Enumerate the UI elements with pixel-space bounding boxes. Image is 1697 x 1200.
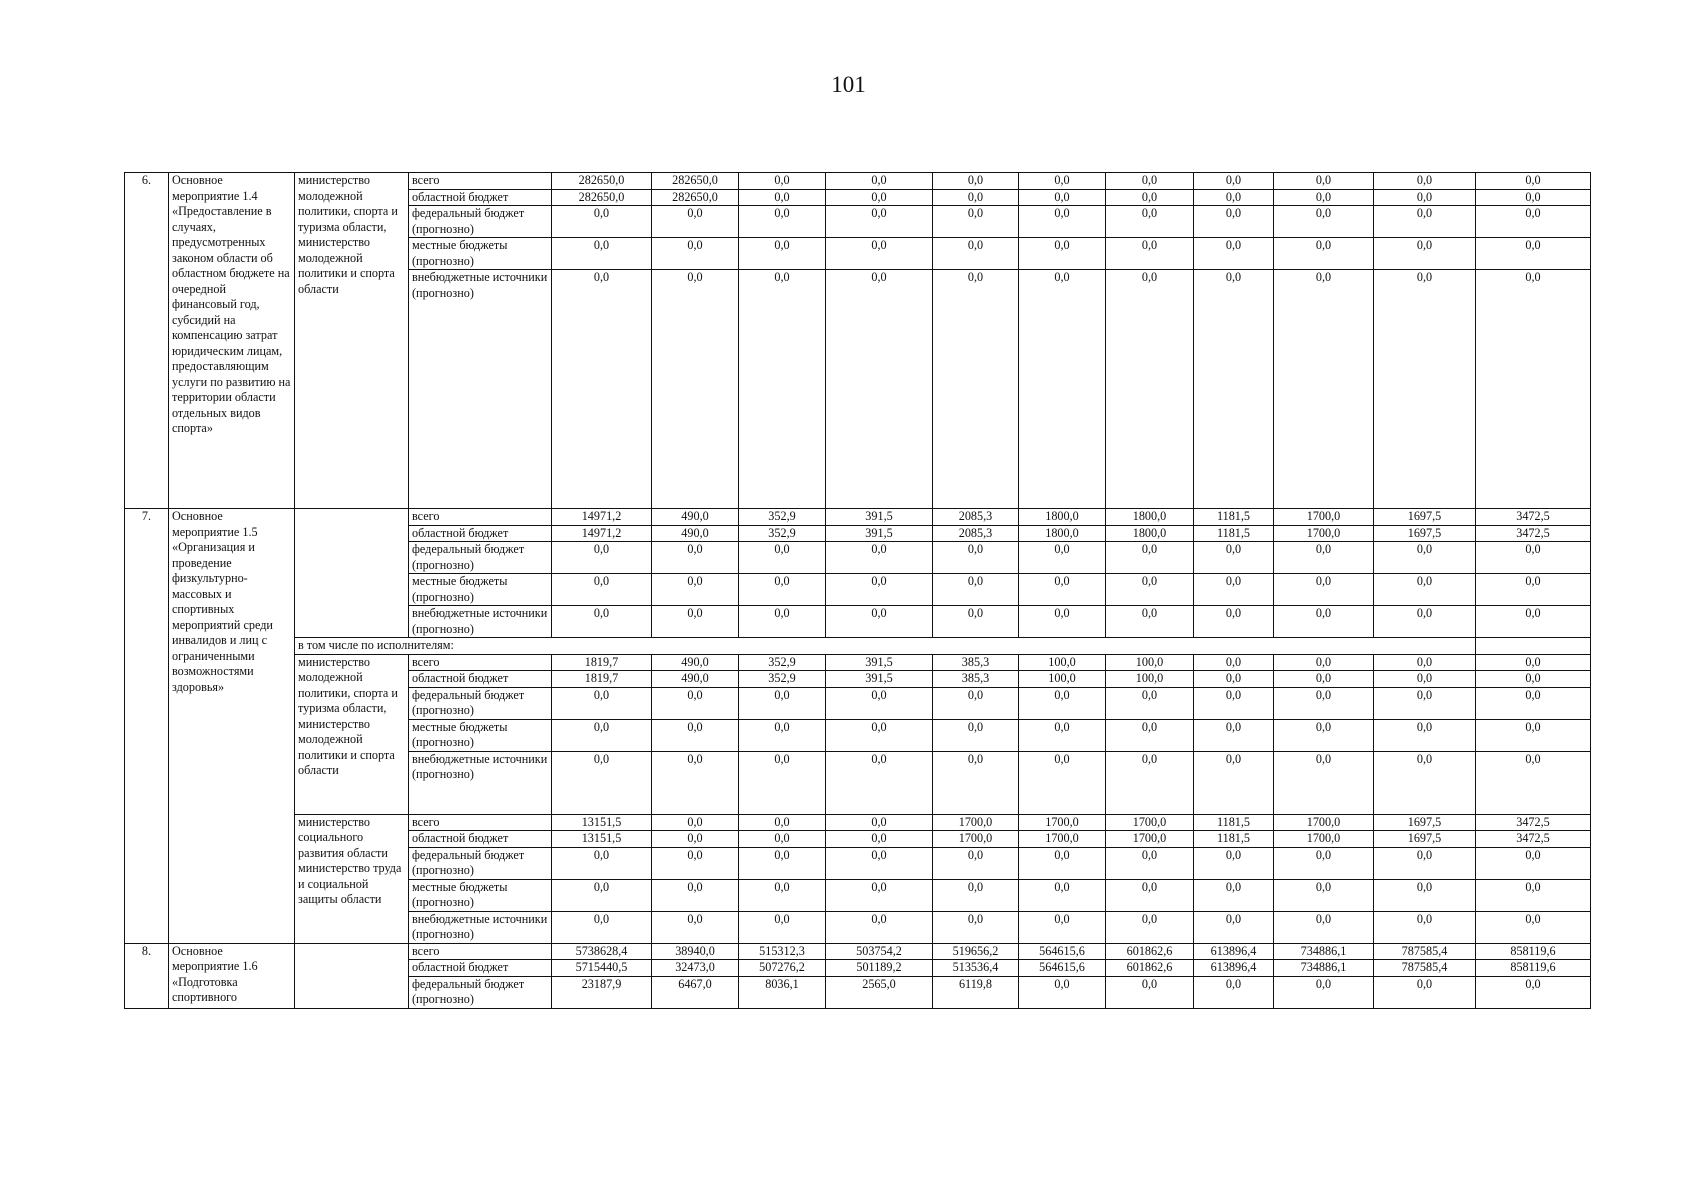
funding-source: внебюджетные источники (прогнозно): [409, 606, 552, 638]
amount-cell: 0,0: [739, 238, 826, 270]
amount-cell: 352,9: [739, 525, 826, 542]
amount-cell: 0,0: [1374, 911, 1476, 943]
amount-cell: 3472,5: [1476, 831, 1591, 848]
amount-cell: 0,0: [1476, 911, 1591, 943]
amount-cell: 8036,1: [739, 976, 826, 1008]
amount-cell: 0,0: [1019, 173, 1106, 190]
amount-cell: 0,0: [933, 574, 1019, 606]
funding-source: местные бюджеты (прогнозно): [409, 238, 552, 270]
amount-cell: 0,0: [552, 270, 652, 509]
executor: министерство социального развития области министерство труда и социальной защиты области: [295, 814, 409, 943]
amount-cell: 0,0: [826, 847, 933, 879]
amount-cell: 0,0: [826, 270, 933, 509]
amount-cell: 0,0: [1274, 751, 1374, 814]
amount-cell: 1800,0: [1019, 525, 1106, 542]
amount-cell: 0,0: [933, 719, 1019, 751]
amount-cell: 0,0: [652, 206, 739, 238]
amount-cell: 0,0: [1476, 687, 1591, 719]
amount-cell: 0,0: [1476, 173, 1591, 190]
amount-cell: 0,0: [1374, 574, 1476, 606]
amount-cell: 0,0: [652, 719, 739, 751]
amount-cell: 0,0: [1194, 189, 1274, 206]
amount-cell: 0,0: [1374, 654, 1476, 671]
amount-cell: 0,0: [652, 814, 739, 831]
amount-cell: 0,0: [1476, 751, 1591, 814]
amount-cell: 0,0: [739, 719, 826, 751]
amount-cell: 0,0: [1019, 879, 1106, 911]
amount-cell: 0,0: [1274, 206, 1374, 238]
amount-cell: 1700,0: [1274, 509, 1374, 526]
amount-cell: 0,0: [1476, 542, 1591, 574]
amount-cell: 0,0: [1106, 687, 1194, 719]
amount-cell: 0,0: [1374, 719, 1476, 751]
amount-cell: 5738628,4: [552, 943, 652, 960]
executor: министерство молодежной политики, спорта и туризма области, министерство молодежной политики и спорта области: [295, 173, 409, 509]
funding-source: областной бюджет: [409, 525, 552, 542]
amount-cell: 0,0: [1194, 654, 1274, 671]
amount-cell: 0,0: [652, 687, 739, 719]
amount-cell: 0,0: [826, 911, 933, 943]
amount-cell: 0,0: [1019, 238, 1106, 270]
amount-cell: 0,0: [1476, 654, 1591, 671]
amount-cell: 0,0: [1274, 542, 1374, 574]
amount-cell: 0,0: [652, 542, 739, 574]
amount-cell: 0,0: [552, 719, 652, 751]
amount-cell: 0,0: [552, 606, 652, 638]
item-number: 7.: [125, 509, 169, 944]
amount-cell: 0,0: [1476, 847, 1591, 879]
amount-cell: 0,0: [933, 687, 1019, 719]
amount-cell: 0,0: [933, 173, 1019, 190]
amount-cell: 391,5: [826, 671, 933, 688]
amount-cell: 0,0: [1476, 976, 1591, 1008]
amount-cell: 0,0: [1194, 751, 1274, 814]
amount-cell: 100,0: [1106, 654, 1194, 671]
funding-source: всего: [409, 943, 552, 960]
amount-cell: 0,0: [739, 911, 826, 943]
amount-cell: 14971,2: [552, 525, 652, 542]
amount-cell: 1819,7: [552, 654, 652, 671]
funding-source: федеральный бюджет (прогнозно): [409, 542, 552, 574]
amount-cell: 0,0: [933, 206, 1019, 238]
amount-cell: 0,0: [1194, 911, 1274, 943]
amount-cell: 613896,4: [1194, 960, 1274, 977]
amount-cell: 0,0: [1194, 173, 1274, 190]
amount-cell: 858119,6: [1476, 960, 1591, 977]
funding-source: федеральный бюджет (прогнозно): [409, 976, 552, 1008]
amount-cell: 0,0: [933, 847, 1019, 879]
amount-cell: 0,0: [1374, 206, 1476, 238]
amount-cell: 0,0: [552, 206, 652, 238]
amount-cell: 0,0: [933, 189, 1019, 206]
amount-cell: 282650,0: [652, 189, 739, 206]
amount-cell: 0,0: [1374, 879, 1476, 911]
amount-cell: 1697,5: [1374, 831, 1476, 848]
amount-cell: 0,0: [1194, 671, 1274, 688]
amount-cell: 0,0: [1106, 847, 1194, 879]
amount-cell: 0,0: [826, 719, 933, 751]
amount-cell: 0,0: [1476, 574, 1591, 606]
amount-cell: 0,0: [1274, 654, 1374, 671]
funding-source: внебюджетные источники (прогнозно): [409, 751, 552, 814]
amount-cell: 0,0: [1194, 719, 1274, 751]
amount-cell: 0,0: [1019, 270, 1106, 509]
amount-cell: 0,0: [1274, 911, 1374, 943]
measure-name: Основное мероприятие 1.5 «Организация и проведение физкультурно-массовых и спортивных мероприятий среди инвалидов и лиц с ограниченными возможностями здоровья»: [169, 509, 295, 944]
amount-cell: 5715440,5: [552, 960, 652, 977]
amount-cell: 352,9: [739, 671, 826, 688]
amount-cell: 32473,0: [652, 960, 739, 977]
amount-cell: 513536,4: [933, 960, 1019, 977]
amount-cell: 0,0: [552, 847, 652, 879]
amount-cell: 0,0: [1194, 270, 1274, 509]
measure-name: Основное мероприятие 1.4 «Предоставление в случаях, предусмотренных законом области об областном бюджете на очередной финансовый год, субсидий на компенсацию затрат юридическим лицам, предоставляющим услуги по развитию на территории области отдельных видов спорта»: [169, 173, 295, 509]
amount-cell: 1800,0: [1019, 509, 1106, 526]
amount-cell: 0,0: [1019, 574, 1106, 606]
amount-cell: 613896,4: [1194, 943, 1274, 960]
table-row: [125, 638, 1591, 655]
amount-cell: 2085,3: [933, 509, 1019, 526]
amount-cell: 0,0: [1374, 606, 1476, 638]
funding-source: всего: [409, 814, 552, 831]
amount-cell: 0,0: [1476, 238, 1591, 270]
amount-cell: 0,0: [739, 831, 826, 848]
amount-cell: 0,0: [826, 751, 933, 814]
amount-cell: 1700,0: [1106, 831, 1194, 848]
amount-cell: 0,0: [1274, 687, 1374, 719]
amount-cell: 0,0: [1476, 719, 1591, 751]
amount-cell: 0,0: [1194, 574, 1274, 606]
funding-source: федеральный бюджет (прогнозно): [409, 206, 552, 238]
amount-cell: 0,0: [1106, 606, 1194, 638]
amount-cell: 0,0: [1194, 847, 1274, 879]
amount-cell: 391,5: [826, 509, 933, 526]
amount-cell: 0,0: [739, 173, 826, 190]
amount-cell: 0,0: [1476, 189, 1591, 206]
amount-cell: 0,0: [1274, 976, 1374, 1008]
amount-cell: 501189,2: [826, 960, 933, 977]
table-row: [125, 814, 1591, 831]
amount-cell: 0,0: [552, 542, 652, 574]
amount-cell: 0,0: [826, 831, 933, 848]
amount-cell: 0,0: [739, 206, 826, 238]
amount-cell: 0,0: [1476, 606, 1591, 638]
amount-cell: 0,0: [1106, 206, 1194, 238]
amount-cell: 1697,5: [1374, 509, 1476, 526]
amount-cell: 0,0: [1019, 751, 1106, 814]
amount-cell: 0,0: [552, 911, 652, 943]
funding-source: внебюджетные источники (прогнозно): [409, 911, 552, 943]
amount-cell: 0,0: [739, 542, 826, 574]
amount-cell: 385,3: [933, 671, 1019, 688]
funding-source: местные бюджеты (прогнозно): [409, 574, 552, 606]
table-row: [125, 654, 1591, 671]
amount-cell: 0,0: [1019, 976, 1106, 1008]
amount-cell: 0,0: [1476, 879, 1591, 911]
amount-cell: 0,0: [1274, 879, 1374, 911]
amount-cell: 0,0: [1374, 751, 1476, 814]
amount-cell: 0,0: [652, 847, 739, 879]
amount-cell: 1181,5: [1194, 509, 1274, 526]
amount-cell: 0,0: [1274, 847, 1374, 879]
amount-cell: 0,0: [552, 574, 652, 606]
amount-cell: 3472,5: [1476, 814, 1591, 831]
executor: министерство молодежной политики, спорта и туризма области, министерство молодежной политики и спорта области: [295, 654, 409, 814]
amount-cell: 2085,3: [933, 525, 1019, 542]
amount-cell: 0,0: [739, 189, 826, 206]
amount-cell: 0,0: [739, 574, 826, 606]
amount-cell: 787585,4: [1374, 943, 1476, 960]
table-row: [125, 509, 1591, 526]
amount-cell: 0,0: [1374, 687, 1476, 719]
amount-cell: 0,0: [1274, 173, 1374, 190]
amount-cell: 0,0: [1374, 542, 1476, 574]
amount-cell: 0,0: [1374, 270, 1476, 509]
amount-cell: 734886,1: [1274, 960, 1374, 977]
amount-cell: 6467,0: [652, 976, 739, 1008]
amount-cell: 0,0: [826, 542, 933, 574]
amount-cell: 0,0: [739, 687, 826, 719]
amount-cell: 519656,2: [933, 943, 1019, 960]
empty-cell: [1476, 638, 1591, 655]
table-row: [125, 173, 1591, 190]
amount-cell: 564615,6: [1019, 943, 1106, 960]
amount-cell: 0,0: [1106, 542, 1194, 574]
amount-cell: 352,9: [739, 509, 826, 526]
amount-cell: 0,0: [1106, 238, 1194, 270]
amount-cell: 0,0: [1106, 976, 1194, 1008]
amount-cell: 0,0: [552, 687, 652, 719]
funding-source: областной бюджет: [409, 960, 552, 977]
amount-cell: 734886,1: [1274, 943, 1374, 960]
amount-cell: 0,0: [1019, 206, 1106, 238]
amount-cell: 0,0: [933, 606, 1019, 638]
amount-cell: 0,0: [1274, 238, 1374, 270]
amount-cell: 2565,0: [826, 976, 933, 1008]
amount-cell: 23187,9: [552, 976, 652, 1008]
amount-cell: 14971,2: [552, 509, 652, 526]
measure-name: Основное мероприятие 1.6 «Подготовка спортивного: [169, 943, 295, 1008]
executor: [295, 943, 409, 1008]
amount-cell: 0,0: [1106, 189, 1194, 206]
amount-cell: 1700,0: [1274, 831, 1374, 848]
amount-cell: 100,0: [1019, 654, 1106, 671]
amount-cell: 1181,5: [1194, 525, 1274, 542]
amount-cell: 0,0: [652, 751, 739, 814]
amount-cell: 0,0: [1106, 879, 1194, 911]
funding-source: федеральный бюджет (прогнозно): [409, 847, 552, 879]
amount-cell: 0,0: [826, 574, 933, 606]
amount-cell: 1697,5: [1374, 814, 1476, 831]
amount-cell: 858119,6: [1476, 943, 1591, 960]
funding-source: местные бюджеты (прогнозно): [409, 719, 552, 751]
amount-cell: 391,5: [826, 525, 933, 542]
amount-cell: 282650,0: [552, 189, 652, 206]
funding-source: всего: [409, 509, 552, 526]
financing-table-body: [125, 173, 1591, 1009]
amount-cell: 0,0: [933, 238, 1019, 270]
amount-cell: 503754,2: [826, 943, 933, 960]
amount-cell: 0,0: [552, 751, 652, 814]
amount-cell: 1181,5: [1194, 814, 1274, 831]
amount-cell: 0,0: [826, 879, 933, 911]
executor: [295, 509, 409, 638]
amount-cell: 0,0: [826, 206, 933, 238]
amount-cell: 1700,0: [1274, 525, 1374, 542]
amount-cell: 0,0: [1274, 574, 1374, 606]
amount-cell: 0,0: [1106, 173, 1194, 190]
amount-cell: 0,0: [826, 173, 933, 190]
amount-cell: 0,0: [1476, 206, 1591, 238]
amount-cell: 507276,2: [739, 960, 826, 977]
amount-cell: 1700,0: [933, 831, 1019, 848]
amount-cell: 0,0: [1194, 206, 1274, 238]
amount-cell: 0,0: [652, 831, 739, 848]
amount-cell: 100,0: [1019, 671, 1106, 688]
amount-cell: 0,0: [1374, 173, 1476, 190]
amount-cell: 0,0: [1194, 238, 1274, 270]
amount-cell: 0,0: [1194, 606, 1274, 638]
amount-cell: 0,0: [739, 847, 826, 879]
amount-cell: 0,0: [1194, 879, 1274, 911]
table-row: [125, 943, 1591, 960]
amount-cell: 352,9: [739, 654, 826, 671]
amount-cell: 0,0: [1274, 606, 1374, 638]
amount-cell: 0,0: [1194, 542, 1274, 574]
amount-cell: 0,0: [1019, 606, 1106, 638]
amount-cell: 0,0: [1374, 671, 1476, 688]
funding-source: областной бюджет: [409, 671, 552, 688]
funding-source: областной бюджет: [409, 831, 552, 848]
amount-cell: 0,0: [1374, 189, 1476, 206]
amount-cell: 0,0: [1274, 671, 1374, 688]
amount-cell: 1181,5: [1194, 831, 1274, 848]
amount-cell: 0,0: [1476, 671, 1591, 688]
amount-cell: 3472,5: [1476, 509, 1591, 526]
amount-cell: 0,0: [826, 238, 933, 270]
amount-cell: 0,0: [1274, 719, 1374, 751]
item-number: 6.: [125, 173, 169, 509]
amount-cell: 282650,0: [552, 173, 652, 190]
financing-table: [124, 172, 1591, 1009]
amount-cell: 0,0: [1019, 542, 1106, 574]
amount-cell: 0,0: [1019, 847, 1106, 879]
amount-cell: 0,0: [1106, 751, 1194, 814]
amount-cell: 0,0: [933, 270, 1019, 509]
amount-cell: 1819,7: [552, 671, 652, 688]
amount-cell: 0,0: [933, 879, 1019, 911]
amount-cell: 0,0: [1374, 847, 1476, 879]
amount-cell: 0,0: [1019, 189, 1106, 206]
funding-source: местные бюджеты (прогнозно): [409, 879, 552, 911]
amount-cell: 0,0: [1194, 976, 1274, 1008]
amount-cell: 490,0: [652, 671, 739, 688]
amount-cell: 490,0: [652, 654, 739, 671]
amount-cell: 0,0: [1106, 719, 1194, 751]
amount-cell: 0,0: [826, 814, 933, 831]
amount-cell: 6119,8: [933, 976, 1019, 1008]
amount-cell: 385,3: [933, 654, 1019, 671]
executors-note: в том числе по исполнителям:: [295, 638, 1476, 655]
amount-cell: 1700,0: [1274, 814, 1374, 831]
amount-cell: 282650,0: [652, 173, 739, 190]
amount-cell: 13151,5: [552, 814, 652, 831]
amount-cell: 3472,5: [1476, 525, 1591, 542]
amount-cell: 1697,5: [1374, 525, 1476, 542]
amount-cell: 0,0: [1106, 911, 1194, 943]
amount-cell: 0,0: [826, 687, 933, 719]
amount-cell: 515312,3: [739, 943, 826, 960]
amount-cell: 1700,0: [1106, 814, 1194, 831]
amount-cell: 490,0: [652, 525, 739, 542]
amount-cell: 0,0: [1019, 911, 1106, 943]
amount-cell: 0,0: [1106, 574, 1194, 606]
page-number: 101: [831, 72, 866, 97]
amount-cell: 0,0: [652, 270, 739, 509]
funding-source: внебюджетные источники (прогнозно): [409, 270, 552, 509]
amount-cell: 0,0: [652, 879, 739, 911]
amount-cell: 0,0: [1019, 687, 1106, 719]
amount-cell: 13151,5: [552, 831, 652, 848]
funding-source: областной бюджет: [409, 189, 552, 206]
amount-cell: 0,0: [739, 814, 826, 831]
amount-cell: 0,0: [933, 542, 1019, 574]
amount-cell: 0,0: [739, 751, 826, 814]
amount-cell: 0,0: [1374, 976, 1476, 1008]
amount-cell: 1800,0: [1106, 509, 1194, 526]
amount-cell: 0,0: [1274, 189, 1374, 206]
funding-source: всего: [409, 173, 552, 190]
amount-cell: 0,0: [826, 606, 933, 638]
amount-cell: 1700,0: [1019, 814, 1106, 831]
amount-cell: 0,0: [1274, 270, 1374, 509]
amount-cell: 0,0: [652, 911, 739, 943]
amount-cell: 100,0: [1106, 671, 1194, 688]
amount-cell: 564615,6: [1019, 960, 1106, 977]
amount-cell: 787585,4: [1374, 960, 1476, 977]
amount-cell: 0,0: [652, 606, 739, 638]
amount-cell: 1700,0: [933, 814, 1019, 831]
amount-cell: 0,0: [552, 238, 652, 270]
amount-cell: 0,0: [739, 879, 826, 911]
amount-cell: 1800,0: [1106, 525, 1194, 542]
amount-cell: 0,0: [1106, 270, 1194, 509]
amount-cell: 0,0: [933, 751, 1019, 814]
funding-source: федеральный бюджет (прогнозно): [409, 687, 552, 719]
item-number: 8.: [125, 943, 169, 1008]
amount-cell: 391,5: [826, 654, 933, 671]
amount-cell: 0,0: [933, 911, 1019, 943]
amount-cell: 0,0: [739, 606, 826, 638]
amount-cell: 0,0: [652, 574, 739, 606]
amount-cell: 0,0: [739, 270, 826, 509]
amount-cell: 38940,0: [652, 943, 739, 960]
amount-cell: 490,0: [652, 509, 739, 526]
funding-source: всего: [409, 654, 552, 671]
amount-cell: 0,0: [1476, 270, 1591, 509]
amount-cell: 0,0: [552, 879, 652, 911]
amount-cell: 0,0: [1374, 238, 1476, 270]
amount-cell: 601862,6: [1106, 960, 1194, 977]
amount-cell: 0,0: [652, 238, 739, 270]
amount-cell: 0,0: [1194, 687, 1274, 719]
amount-cell: 0,0: [826, 189, 933, 206]
amount-cell: 1700,0: [1019, 831, 1106, 848]
amount-cell: 0,0: [1019, 719, 1106, 751]
amount-cell: 601862,6: [1106, 943, 1194, 960]
